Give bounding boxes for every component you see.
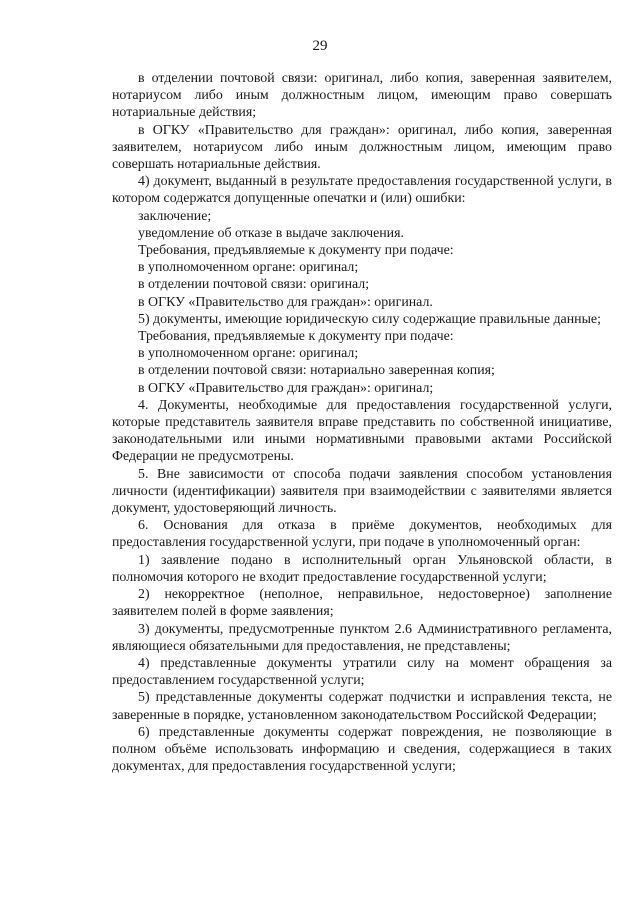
paragraph-conclusion: заключение; [138,208,212,224]
paragraph-requirements-heading-2: Требования, предъявляемые к документу при подаче: [138,329,454,345]
paragraph-refusal-notice: уведомление об отказе в выдаче заключения. [138,225,404,241]
paragraph-ogku-original: в ОГКУ «Правительство для граждан»: оригинал. [138,294,433,310]
paragraph-authorized-body-original: в уполномоченном органе: оригинал; [138,260,359,276]
paragraph-refusal-reason-4: 4) представленные документы утратили силу на момент обращения за предоставлением государственной услуги; [112,655,612,689]
paragraph-postal-office-copy: в отделении почтовой связи: оригинал, либо копия, заверенная заявителем, нотариусом либо иным должностным лицом, имеющим право совершать нотариальные действия; [112,71,612,121]
paragraph-refusal-reason-2: 2) некорректное (неполное, неправильное, недостоверное) заполнение заявителем полей в форме заявления; [112,587,612,620]
paragraph-requirements-heading: Требования, предъявляемые к документу при подаче: [138,243,454,259]
paragraph-ogku-copy: в ОГКУ «Правительство для граждан»: оригинал, либо копия, заверенная заявителем, нотариусом либо иным должностным лицом, имеющим право совершать нотариальные действия. [112,122,612,173]
paragraph-ogku-original-2: в ОГКУ «Правительство для граждан»: оригинал; [138,380,434,396]
document-body [112,70,612,775]
paragraph-item-5-documents: 5) документы, имеющие юридическую силу содержащие правильные данные; [138,311,601,327]
paragraph-refusal-reason-1: 1) заявление подано в исполнительный орган Ульяновской области, в полномочия которого не входит предоставление государственной услуги; [112,552,612,585]
paragraph-section-6: 6. Основания для отказа в приёме документов, необходимых для предоставления государственной услуги, при подаче в уполномоченный орган: [112,518,612,551]
paragraph-section-5: 5. Вне зависимости от способа подачи заявления способом установления личности (идентификации) заявителя при взаимодействии с заявителями является документ, удостоверяющий личность. [112,466,612,517]
paragraph-item-4-document: 4) документ, выданный в результате предоставления государственной услуги, в котором содержатся допущенные опечатки и (или) ошибки: [112,174,612,207]
page-number: 29 [312,38,328,54]
paragraph-authorized-body-original-2: в уполномоченном органе: оригинал; [138,346,359,362]
paragraph-refusal-reason-6: 6) представленные документы содержат повреждения, не позволяющие в полном объёме использовать информацию и сведения, содержащиеся в таких документах, для предоставления государственной услуги; [112,724,612,775]
paragraph-refusal-reason-3: 3) документы, предусмотренные пунктом 2.6 Административного регламента, являющиеся обязательными для предоставления, не представлены; [112,621,612,654]
paragraph-section-4: 4. Документы, необходимые для предоставления государственной услуги, которые представитель заявителя вправе представить по собственной инициативе, законодательными или иными нормативными правовыми актами Российской Федерации не предусмотрены. [112,397,612,465]
paragraph-postal-office-notarized: в отделении почтовой связи: нотариально заверенная копия; [138,363,495,379]
paragraph-refusal-reason-5: 5) представленные документы содержат подчистки и исправления текста, не заверенные в порядке, установленном законодательством Российской Федерации; [112,690,612,723]
paragraph-postal-office-original: в отделении почтовой связи: оригинал; [138,277,370,293]
